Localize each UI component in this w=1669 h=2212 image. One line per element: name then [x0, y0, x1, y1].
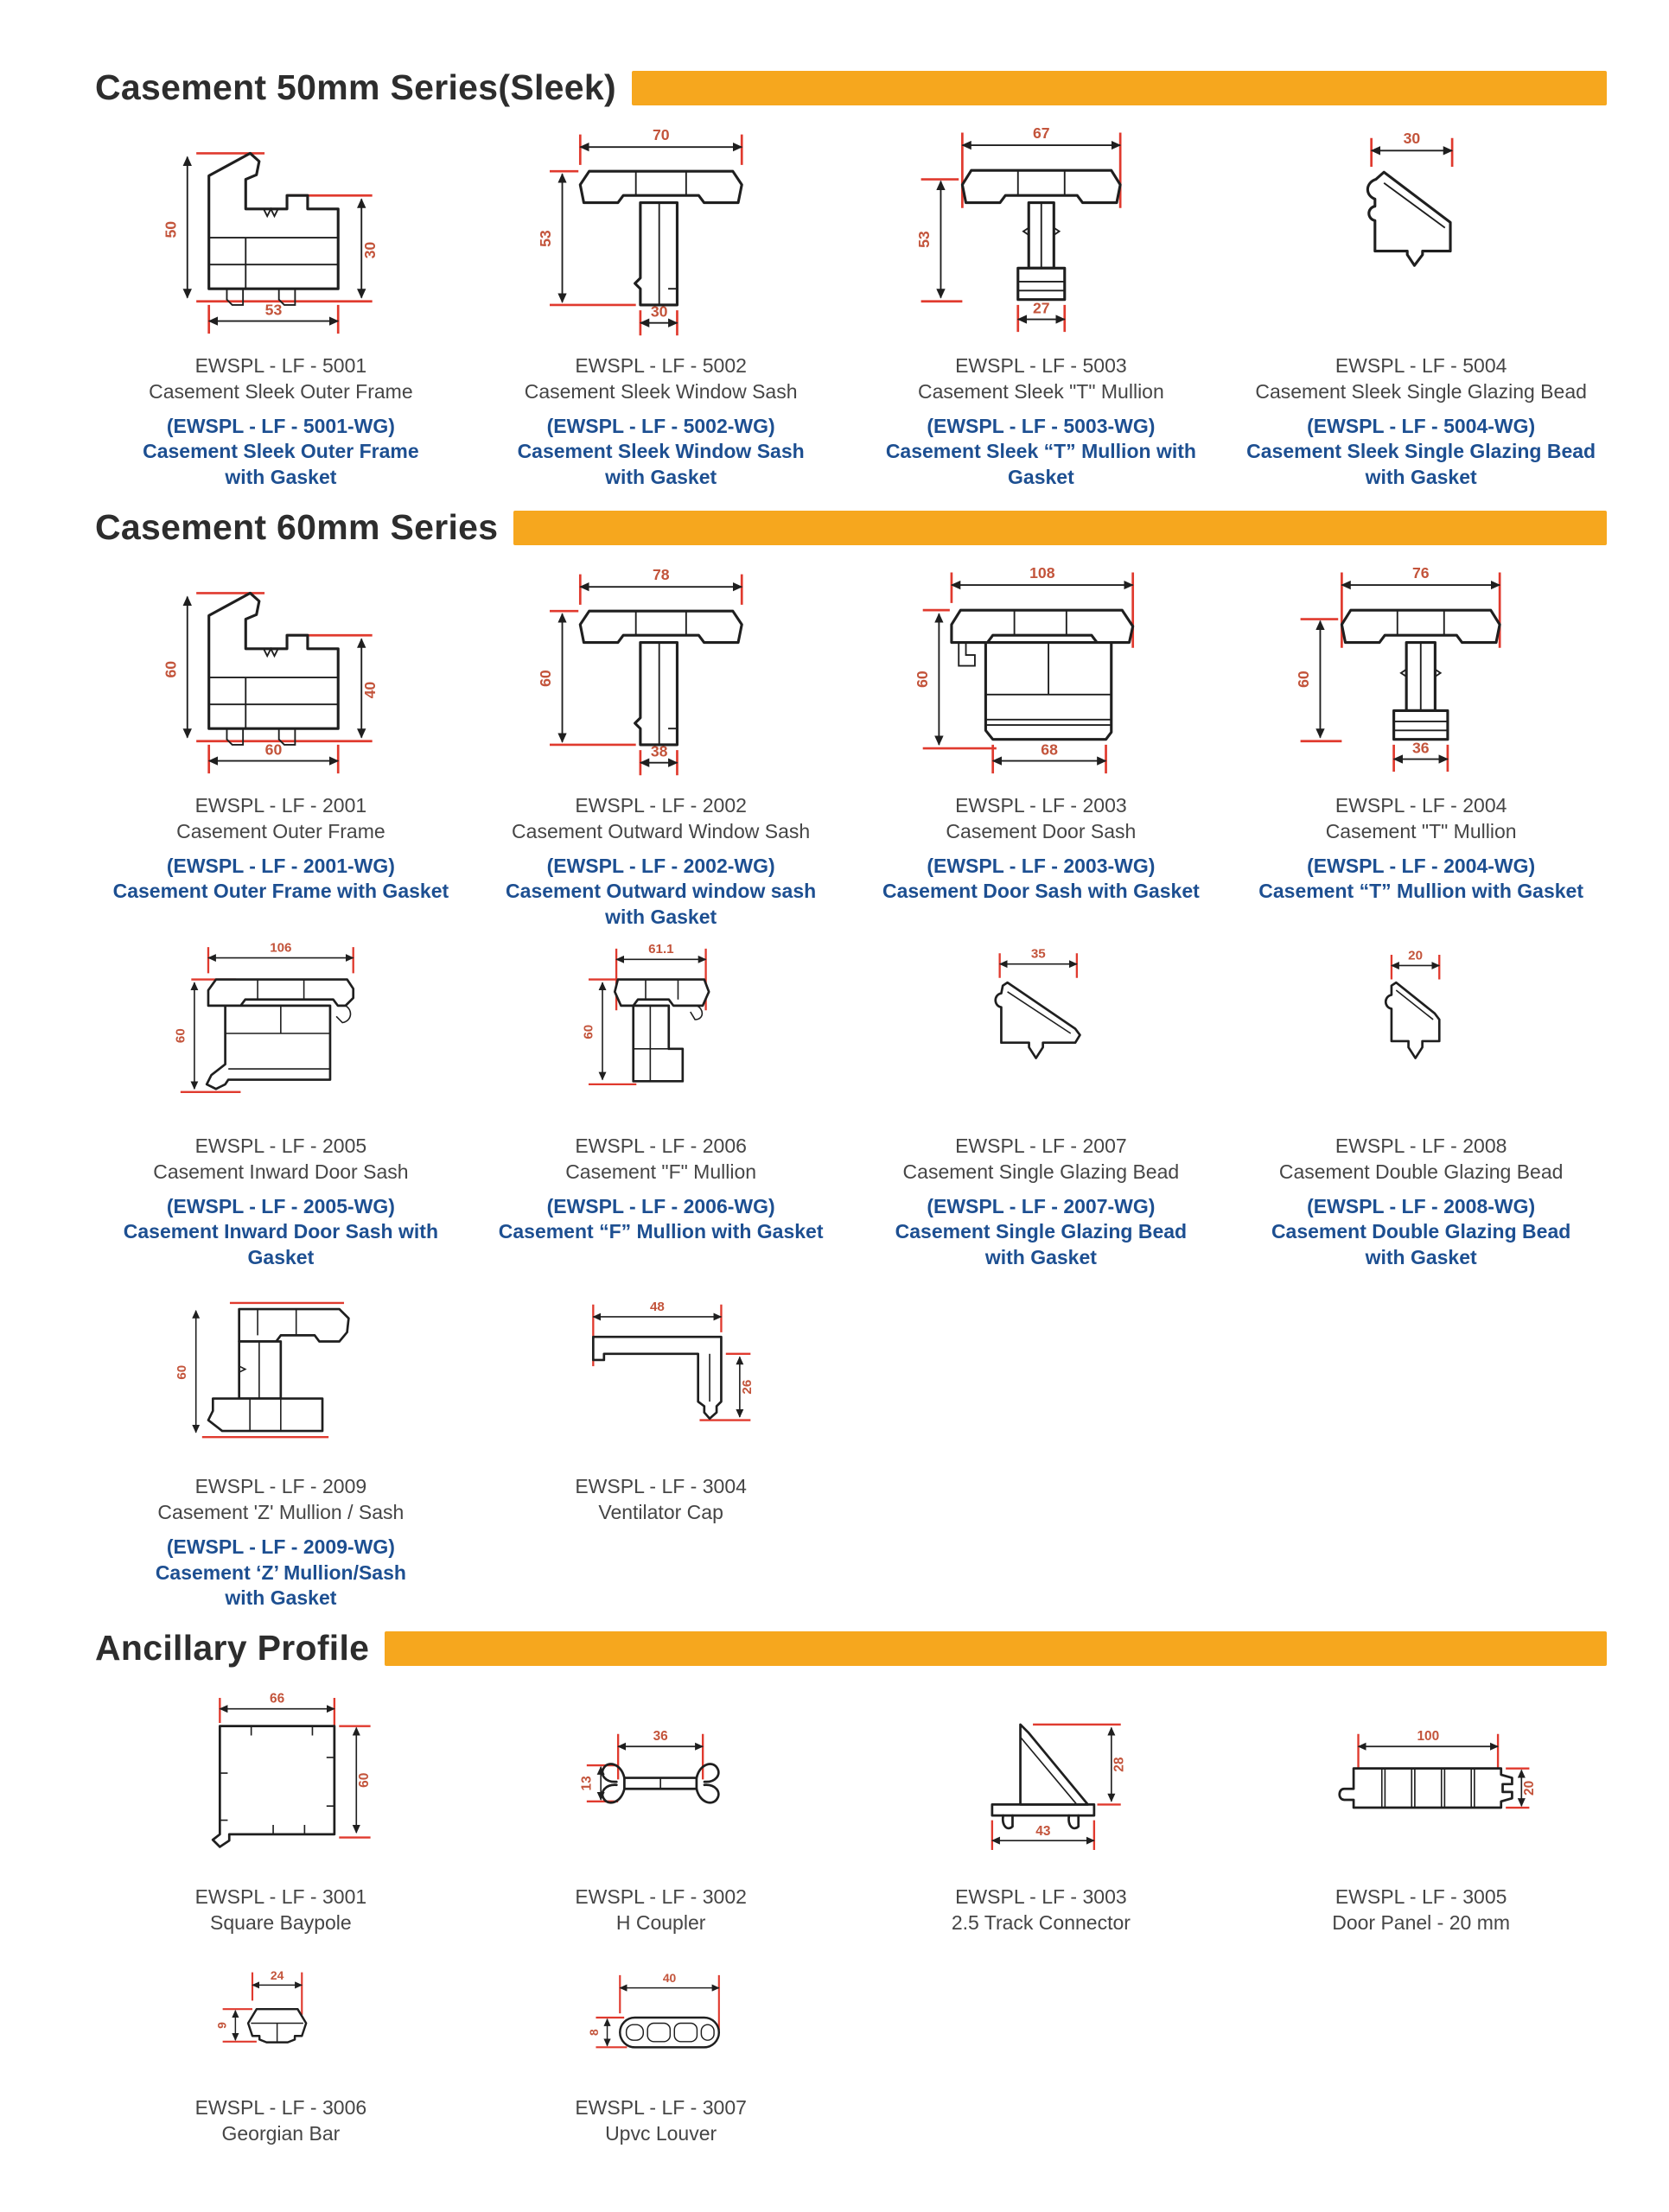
profile-row-60mm-1 [95, 560, 1607, 930]
dim-label-right: 40 [360, 681, 379, 699]
section-accent-bar [513, 511, 1607, 545]
profile-code: EWSPL - LF - 2004 [1335, 794, 1507, 817]
profile-code: EWSPL - LF - 3007 [575, 2096, 747, 2120]
dim-label-top: 67 [1032, 124, 1050, 142]
profile-gasket-variant [856, 414, 1227, 490]
profile-code: EWSPL - LF - 2009 [194, 1475, 367, 1498]
profile-row-ancillary-1 [95, 1681, 1607, 1936]
dim-label-top: 108 [1029, 563, 1055, 582]
profile-gasket-variant [95, 1535, 467, 1611]
profile-code: EWSPL - LF - 5002 [575, 354, 747, 377]
gasket-name: Casement “F” Mullion with Gasket [498, 1220, 824, 1243]
dim-label-left: 60 [175, 1365, 190, 1380]
gasket-name: Casement Sleek “T” Mullion with Gasket [885, 440, 1196, 488]
gasket-name-2: with Gasket [605, 905, 717, 928]
section-title: Ancillary Profile [95, 1628, 370, 1669]
dim-label-left: 13 [579, 1776, 595, 1791]
dim-label-right: 26 [740, 1380, 755, 1395]
section-header-ancillary [95, 1628, 1607, 1669]
profile-code: EWSPL - LF - 2002 [575, 794, 747, 817]
dim-label-left: 60 [173, 1028, 188, 1044]
gasket-code: (EWSPL - LF - 2009-WG) [166, 1535, 395, 1559]
gasket-code: (EWSPL - LF - 2005-WG) [166, 1194, 395, 1217]
profile-row-60mm-2 [95, 933, 1607, 1270]
profile-gasket-variant [475, 1194, 847, 1245]
profile-gasket-variant [475, 414, 847, 490]
profile-gasket-variant [1235, 854, 1607, 905]
profile-code: EWSPL - LF - 2003 [955, 794, 1127, 817]
dim-label-top: 61.1 [647, 942, 674, 957]
dim-label-left: 60 [536, 670, 554, 687]
profile-card-ewspl-lf-2002 [475, 560, 847, 930]
gasket-name: Casement Outward window sash [506, 880, 817, 903]
profile-code: EWSPL - LF - 2008 [1335, 1135, 1507, 1158]
gasket-code: (EWSPL - LF - 2003-WG) [927, 854, 1156, 877]
dim-label-top: 40 [662, 1971, 677, 1986]
profile-drawing-georgian-bar [175, 1940, 386, 2095]
profile-code: EWSPL - LF - 3002 [575, 1885, 747, 1909]
profile-name: Ventilator Cap [598, 1501, 723, 1524]
profile-gasket-variant [475, 854, 847, 930]
gasket-name: Casement ‘Z’ Mullion/Sash [155, 1560, 406, 1584]
profile-drawing-double-glazing-bead [1305, 933, 1537, 1134]
gasket-code: (EWSPL - LF - 5001-WG) [166, 414, 395, 437]
section-header-casement-60mm [95, 507, 1607, 548]
gasket-code: (EWSPL - LF - 2007-WG) [927, 1194, 1156, 1217]
profile-drawing-single-glazing-bead-60 [926, 933, 1157, 1134]
profile-card-ewspl-lf-3002 [475, 1681, 847, 1936]
profile-name: Upvc Louver [605, 2122, 717, 2145]
profile-drawing-window-sash-sleek [526, 120, 796, 353]
profile-name: Casement Sleek Window Sash [524, 379, 798, 403]
profile-name: 2.5 Track Connector [951, 1911, 1131, 1935]
profile-name: Casement Double Glazing Bead [1278, 1160, 1564, 1184]
profile-card-ewspl-lf-2005 [95, 933, 467, 1270]
profile-name: Casement Outward Window Sash [512, 819, 811, 842]
profile-code: EWSPL - LF - 3003 [955, 1885, 1127, 1909]
dim-label-top: 35 [1030, 946, 1046, 962]
section-accent-bar [385, 1631, 1607, 1666]
profile-name: Casement Sleek "T" Mullion [917, 379, 1164, 403]
dim-label-top: 36 [653, 1729, 669, 1745]
dim-label-top: 30 [1403, 130, 1421, 148]
profile-name: Casement "F" Mullion [565, 1160, 757, 1184]
profile-name: Georgian Bar [221, 2122, 341, 2145]
gasket-name-2: with Gasket [605, 465, 717, 488]
gasket-code: (EWSPL - LF - 5004-WG) [1307, 414, 1536, 437]
dim-label-left: 9 [214, 2022, 229, 2030]
gasket-name: Casement Sleek Window Sash [517, 440, 805, 463]
profile-code: EWSPL - LF - 2007 [955, 1135, 1127, 1158]
profile-card-ewspl-lf-5001 [95, 120, 467, 490]
dim-label-top: 78 [652, 565, 670, 583]
dim-label-top: 100 [1417, 1729, 1440, 1745]
profile-card-ewspl-lf-5003 [856, 120, 1227, 490]
profile-drawing-outer-frame-60 [146, 560, 416, 793]
profile-card-ewspl-lf-2007 [856, 933, 1227, 1270]
profile-card-ewspl-lf-2003 [856, 560, 1227, 930]
gasket-code: (EWSPL - LF - 5002-WG) [546, 414, 775, 437]
dim-label-left: 60 [1295, 671, 1313, 689]
dim-label-left: 60 [913, 671, 931, 689]
dim-label-right: 30 [360, 241, 379, 259]
profile-drawing-outer-frame-sleek [146, 120, 416, 353]
profile-code: EWSPL - LF - 3006 [194, 2096, 367, 2120]
dim-label-bottom: 38 [650, 742, 668, 760]
dim-label-top: 24 [271, 1967, 284, 1982]
gasket-code: (EWSPL - LF - 2001-WG) [166, 854, 395, 877]
gasket-name: Casement Double Glazing Bead [1271, 1220, 1571, 1243]
profile-card-ewspl-lf-3005 [1235, 1681, 1607, 1936]
dim-label-left: 60 [162, 660, 180, 678]
dim-label-top: 48 [649, 1300, 665, 1315]
gasket-code: (EWSPL - LF - 2006-WG) [546, 1194, 775, 1217]
profile-code: EWSPL - LF - 2001 [194, 794, 367, 817]
profile-row-50mm [95, 120, 1607, 490]
profile-drawing-door-panel [1303, 1681, 1538, 1885]
profile-drawing-h-coupler [543, 1681, 778, 1885]
profile-code: EWSPL - LF - 3005 [1335, 1885, 1507, 1909]
profile-drawing-upvc-louver [555, 1940, 767, 2095]
dim-label-left: 53 [914, 231, 933, 248]
gasket-code: (EWSPL - LF - 5003-WG) [927, 414, 1156, 437]
section-header-casement-50mm [95, 67, 1607, 108]
profile-drawing-track-connector [923, 1681, 1158, 1885]
profile-card-ewspl-lf-5002 [475, 120, 847, 490]
dim-label-right: 60 [356, 1773, 372, 1789]
profile-drawing-t-mullion-60 [1286, 560, 1556, 793]
profile-gasket-variant [856, 854, 1227, 905]
profile-card-ewspl-lf-2006 [475, 933, 847, 1270]
profile-name: Casement Sleek Single Glazing Bead [1255, 379, 1587, 403]
profile-code: EWSPL - LF - 2005 [194, 1135, 367, 1158]
profile-name: Casement Inward Door Sash [153, 1160, 409, 1184]
dim-label-top: 20 [1408, 948, 1424, 963]
profile-name: Casement Single Glazing Bead [902, 1160, 1180, 1184]
profile-drawing-z-mullion-sash [165, 1274, 397, 1474]
profile-card-ewspl-lf-2004 [1235, 560, 1607, 930]
profile-card-ewspl-lf-3006 [95, 1940, 467, 2147]
gasket-code: (EWSPL - LF - 2004-WG) [1307, 854, 1536, 877]
section-title: Casement 50mm Series(Sleek) [95, 67, 616, 107]
dim-label-left: 60 [581, 1024, 596, 1039]
profile-drawing-ventilator-cap [545, 1274, 777, 1474]
profile-card-ewspl-lf-2009 [95, 1274, 467, 1611]
profile-row-ancillary-2 [95, 1940, 1607, 2147]
gasket-code: (EWSPL - LF - 2008-WG) [1307, 1194, 1536, 1217]
dim-label-top: 70 [652, 125, 670, 143]
profile-gasket-variant [95, 854, 467, 905]
profile-code: EWSPL - LF - 5001 [194, 354, 367, 377]
gasket-name: Casement Inward Door Sash with Gasket [123, 1220, 438, 1268]
dim-label-bottom: 27 [1032, 299, 1050, 317]
profile-card-ewspl-lf-3001 [95, 1681, 467, 1936]
profile-row-60mm-3 [95, 1274, 1607, 1611]
profile-card-ewspl-lf-2008 [1235, 933, 1607, 1270]
profile-code: EWSPL - LF - 5003 [955, 354, 1127, 377]
dim-label-left: 8 [586, 2029, 601, 2037]
profile-drawing-inward-door-sash [165, 933, 397, 1134]
gasket-code: (EWSPL - LF - 2002-WG) [546, 854, 775, 877]
dim-label-top: 76 [1412, 563, 1430, 582]
profile-gasket-variant [95, 1194, 467, 1270]
gasket-name-2: with Gasket [984, 1245, 1097, 1268]
profile-code: EWSPL - LF - 2006 [575, 1135, 747, 1158]
profile-name: Casement "T" Mullion [1325, 819, 1517, 842]
profile-gasket-variant [856, 1194, 1227, 1270]
section-accent-bar [632, 71, 1607, 105]
dim-label-left: 50 [162, 220, 180, 238]
profile-drawing-single-glazing-bead-sleek [1286, 120, 1556, 353]
profile-gasket-variant [1235, 414, 1607, 490]
dim-label-right: 20 [1521, 1781, 1537, 1796]
profile-gasket-variant [95, 414, 467, 490]
dim-label-bottom: 60 [264, 741, 283, 759]
gasket-name-2: with Gasket [1365, 465, 1477, 488]
gasket-name-2: with Gasket [1365, 1245, 1477, 1268]
dim-label-top: 66 [269, 1691, 284, 1707]
dim-label-top: 106 [270, 940, 292, 956]
profile-drawing-door-sash [907, 560, 1176, 793]
profile-card-ewspl-lf-2001 [95, 560, 467, 930]
profile-name: Casement Sleek Outer Frame [149, 379, 413, 403]
gasket-name: Casement Single Glazing Bead [895, 1220, 1188, 1243]
profile-code: EWSPL - LF - 5004 [1335, 354, 1507, 377]
dim-label-bottom: 43 [1035, 1824, 1051, 1840]
gasket-name: Casement Sleek Single Glazing Bead [1246, 440, 1596, 463]
profile-drawing-t-mullion-sleek [907, 120, 1176, 353]
profile-name: Door Panel - 20 mm [1332, 1911, 1511, 1935]
dim-label-bottom: 53 [264, 301, 283, 319]
dim-label-left: 53 [536, 230, 554, 247]
profile-card-ewspl-lf-5004 [1235, 120, 1607, 490]
dim-label-bottom: 30 [650, 302, 668, 321]
dim-label-bottom: 36 [1412, 739, 1430, 757]
profile-card-ewspl-lf-3003 [856, 1681, 1227, 1936]
gasket-name: Casement Sleek Outer Frame [143, 440, 419, 463]
gasket-name: Casement Door Sash with Gasket [882, 880, 1200, 903]
profile-name: Casement Door Sash [946, 819, 1137, 842]
profile-name: Casement 'Z' Mullion / Sash [157, 1501, 405, 1524]
profile-name: H Coupler [615, 1911, 706, 1935]
dim-label-bottom: 68 [1040, 741, 1058, 759]
gasket-name: Casement Outer Frame with Gasket [112, 880, 449, 903]
section-title: Casement 60mm Series [95, 507, 499, 548]
profile-drawing-square-baypole [163, 1681, 398, 1885]
profile-code: EWSPL - LF - 3001 [194, 1885, 367, 1909]
profile-card-ewspl-lf-3004 [475, 1274, 847, 1611]
profile-drawing-f-mullion [545, 933, 777, 1134]
profile-gasket-variant [1235, 1194, 1607, 1270]
profile-card-ewspl-lf-3007 [475, 1940, 847, 2147]
dim-label-right: 28 [1112, 1757, 1127, 1773]
profile-name: Square Baypole [210, 1911, 352, 1935]
gasket-name-2: with Gasket [225, 1586, 337, 1609]
gasket-name-2: with Gasket [225, 465, 337, 488]
profile-name: Casement Outer Frame [176, 819, 385, 842]
profile-drawing-outward-window-sash [526, 560, 796, 793]
profile-code: EWSPL - LF - 3004 [575, 1475, 747, 1498]
gasket-name: Casement “T” Mullion with Gasket [1258, 880, 1583, 903]
